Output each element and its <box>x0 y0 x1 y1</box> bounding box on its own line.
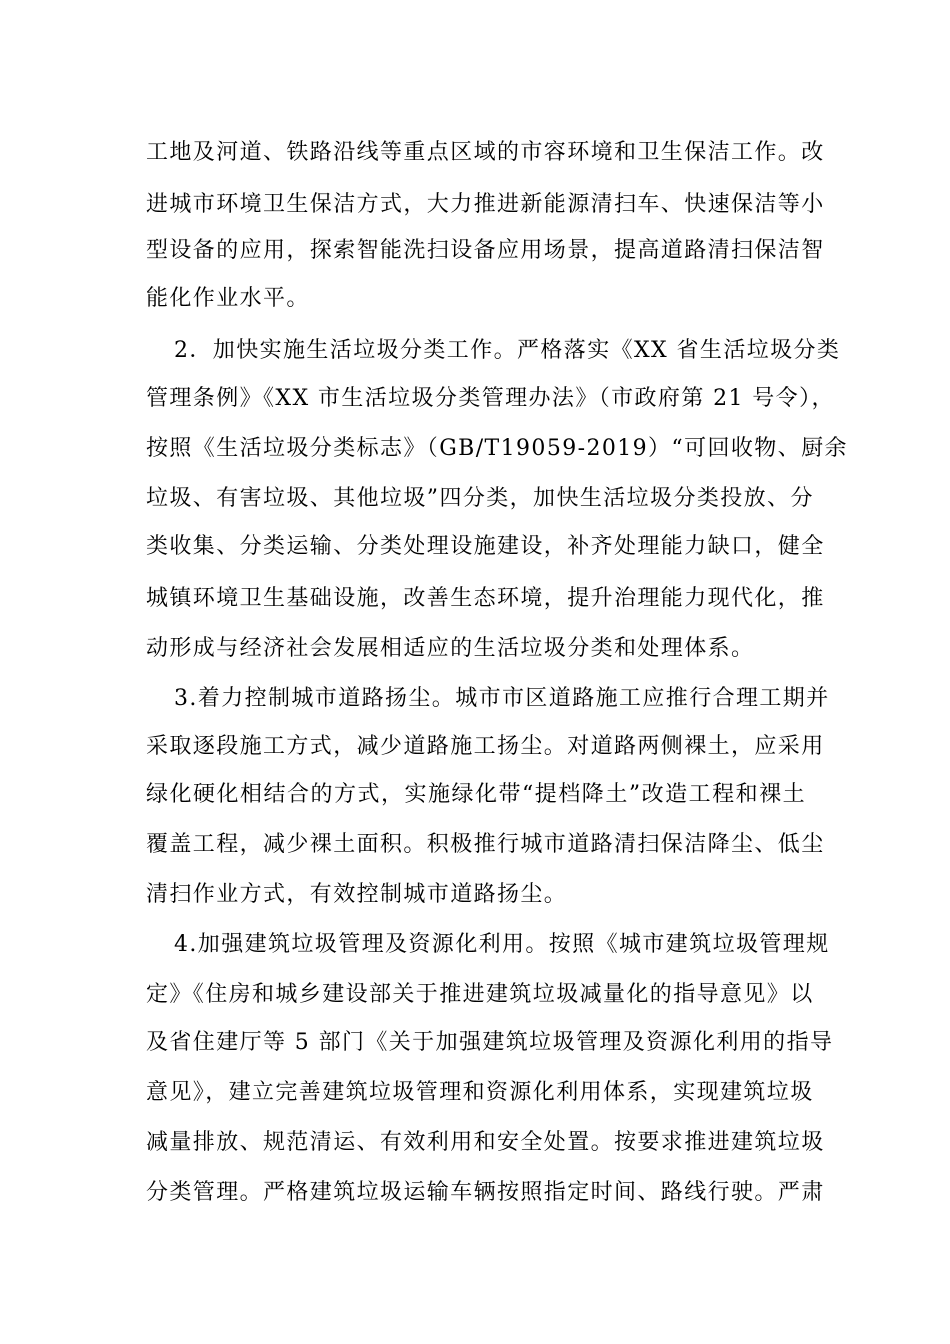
paragraph-line: 分类管理。严格建筑垃圾运输车辆按照指定时间、路线行驶。严肃 <box>146 1180 825 1205</box>
paragraph-line: 覆盖工程，减少裸土面积。积极推行城市道路清扫保洁降尘、低尘 <box>146 832 825 857</box>
paragraph-line: 动形成与经济社会发展相适应的生活垃圾分类和处理体系。 <box>146 636 755 661</box>
paragraph-line: 定》《住房和城乡建设部关于推进建筑垃圾减量化的指导意见》以 <box>146 982 814 1007</box>
paragraph-line: 及省住建厅等 5 部门《关于加强建筑垃圾管理及资源化利用的指导 <box>146 1030 834 1055</box>
paragraph-line: 类收集、分类运输、分类处理设施建设，补齐处理能力缺口，健全 <box>146 534 825 559</box>
paragraph-line: 进城市环境卫生保洁方式，大力推进新能源清扫车、快速保洁等小 <box>146 192 825 217</box>
paragraph-line: 清扫作业方式，有效控制城市道路扬尘。 <box>146 882 568 907</box>
paragraph-line: 按照《生活垃圾分类标志》（GB/T19059-2019）“可回收物、厨余 <box>146 436 848 461</box>
paragraph-line: 2．加快实施生活垃圾分类工作。严格落实《XX 省生活垃圾分类 <box>174 338 841 363</box>
paragraph-line: 垃圾、有害垃圾、其他垃圾”四分类，加快生活垃圾分类投放、分 <box>146 486 814 511</box>
paragraph-line: 意见》，建立完善建筑垃圾管理和资源化利用体系，实现建筑垃圾 <box>146 1080 814 1105</box>
paragraph-line: 减量排放、规范清运、有效利用和安全处置。按要求推进建筑垃圾 <box>146 1130 825 1155</box>
paragraph-line: 3.着力控制城市道路扬尘。城市市区道路施工应推行合理工期并 <box>174 686 830 711</box>
paragraph-line: 工地及河道、铁路沿线等重点区域的市容环境和卫生保洁工作。改 <box>146 140 825 165</box>
paragraph-line: 4.加强建筑垃圾管理及资源化利用。按照《城市建筑垃圾管理规 <box>174 932 830 957</box>
paragraph-line: 绿化硬化相结合的方式，实施绿化带“提档降土”改造工程和裸土 <box>146 782 806 807</box>
paragraph-line: 采取逐段施工方式，减少道路施工扬尘。对道路两侧裸土，应采用 <box>146 734 825 759</box>
paragraph-line: 能化作业水平。 <box>146 286 310 311</box>
paragraph-line: 城镇环境卫生基础设施，改善生态环境，提升治理能力现代化，推 <box>146 586 825 611</box>
paragraph-line: 型设备的应用，探索智能洗扫设备应用场景，提高道路清扫保洁智 <box>146 238 825 263</box>
paragraph-line: 管理条例》《XX 市生活垃圾分类管理办法》（市政府第 21 号令）， <box>146 386 835 411</box>
